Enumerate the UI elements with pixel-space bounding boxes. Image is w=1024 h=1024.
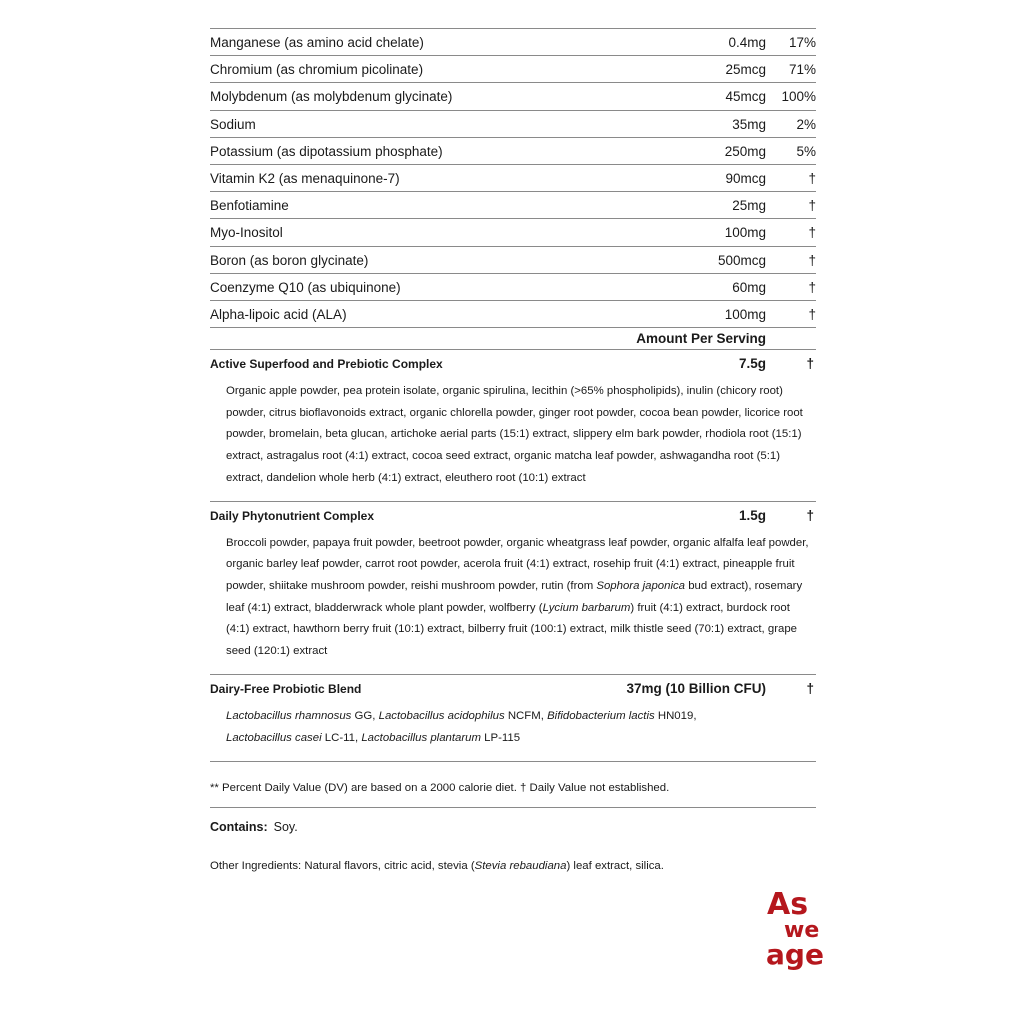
nutrient-amount: 25mg bbox=[732, 198, 766, 214]
nutrient-name: Coenzyme Q10 (as ubiquinone) bbox=[210, 279, 401, 295]
other-ingredients-italic: Stevia rebaudiana bbox=[474, 860, 567, 873]
blend-header bbox=[210, 675, 816, 706]
nutrient-name: Chromium (as chromium picolinate) bbox=[210, 62, 424, 78]
blend-dv: † bbox=[806, 356, 814, 372]
logo-line-1: As bbox=[767, 887, 809, 922]
allergen-statement bbox=[210, 808, 816, 846]
blend-dv: † bbox=[806, 507, 814, 523]
nutrient-amount: 45mcg bbox=[725, 89, 766, 105]
nutrient-dv: 71% bbox=[788, 62, 816, 78]
probiotic-strains bbox=[210, 706, 816, 761]
blend-amount: 1.5g bbox=[738, 507, 766, 523]
strain-id: GG bbox=[354, 709, 373, 722]
nutrient-row bbox=[210, 247, 816, 274]
contains-value: Soy. bbox=[273, 820, 298, 835]
nutrient-row bbox=[210, 301, 816, 328]
contains-label: Contains: bbox=[210, 820, 268, 835]
nutrient-dv: 5% bbox=[796, 143, 816, 159]
nutrient-row bbox=[210, 83, 816, 110]
nutrient-name: Vitamin K2 (as menaquinone-7) bbox=[210, 170, 400, 186]
nutrient-name: Myo-Inositol bbox=[210, 225, 283, 241]
nutrient-name: Manganese (as amino acid chelate) bbox=[210, 35, 424, 50]
nutrient-dv: 100% bbox=[781, 89, 816, 105]
other-ingredients-suffix: ) leaf extract, silica. bbox=[566, 860, 664, 873]
nutrient-dv: † bbox=[808, 170, 816, 186]
nutrient-amount: 0.4mg bbox=[728, 35, 766, 50]
blend-ingredients bbox=[210, 533, 816, 674]
other-ingredients bbox=[210, 846, 816, 872]
strain-species: Lactobacillus casei bbox=[226, 731, 322, 744]
strain-species: Lactobacillus plantarum bbox=[361, 731, 481, 744]
nutrient-name: Potassium (as dipotassium phosphate) bbox=[210, 143, 443, 159]
nutrient-amount: 60mg bbox=[732, 279, 766, 295]
as-we-age-logo bbox=[764, 886, 832, 970]
strain-id: HN019 bbox=[657, 709, 694, 722]
nutrient-dv: 2% bbox=[796, 116, 816, 132]
blend-header bbox=[210, 350, 816, 381]
nutrient-row bbox=[210, 56, 816, 83]
nutrient-row bbox=[210, 219, 816, 246]
strain-list: Lactobacillus rhamnosus GG, Lactobacillus acidophilus NCFM, Bifidobacterium lactis HN019, Lactobacillus casei LC-11, Lactobacillus plantarum LP-115 bbox=[226, 709, 697, 744]
nutrient-name: Benfotiamine bbox=[210, 198, 289, 214]
ingredients-text: Organic apple powder, pea protein isolate, organic spirulina, lecithin (>65% phospholipids), inulin (chicory root) powder, citrus bioflavonoids extract, organic chlorella powder, ginger root powder, cocoa bean powder, licorice root powder, bromelain, beta glucan, artichoke aerial parts (15:1) extract, slippery elm bark powder, rhodiola root (15:1) extract, astragalus root (4:1) extract, cocoa seed extract, organic matcha leaf powder, ashwagandha root (5:1) extract, dandelion whole herb (4:1) extract, eleuthero root (10:1) extract bbox=[226, 385, 803, 484]
nutrient-dv: † bbox=[808, 198, 816, 214]
nutrient-row bbox=[210, 138, 816, 165]
nutrient-amount: 250mg bbox=[724, 143, 766, 159]
blend-amount: 7.5g bbox=[738, 356, 766, 372]
ingredients-text bbox=[226, 533, 816, 663]
nutrient-table bbox=[210, 29, 816, 328]
nutrient-row bbox=[210, 165, 816, 192]
nutrient-amount: 35mg bbox=[732, 116, 766, 132]
strain-species: Lactobacillus rhamnosus bbox=[226, 709, 352, 722]
nutrient-amount: 25mcg bbox=[725, 62, 766, 78]
nutrient-dv: † bbox=[808, 225, 816, 241]
strain-id: LP-115 bbox=[484, 731, 521, 744]
blend-name: Active Superfood and Prebiotic Complex bbox=[210, 357, 443, 372]
nutrient-amount: 100mg bbox=[724, 306, 766, 322]
strain-species: Bifidobacterium lactis bbox=[547, 709, 655, 722]
nutrient-dv: † bbox=[808, 279, 816, 295]
strain-id: LC-11 bbox=[324, 731, 355, 744]
supplement-facts-panel bbox=[210, 28, 816, 872]
strain-id: NCFM bbox=[507, 709, 541, 722]
blend-name: Daily Phytonutrient Complex bbox=[210, 508, 375, 523]
other-ingredients-prefix: Other Ingredients: Natural flavors, citric acid, stevia ( bbox=[210, 860, 475, 873]
nutrient-amount: 500mcg bbox=[717, 252, 766, 268]
nutrient-name: Molybdenum (as molybdenum glycinate) bbox=[210, 89, 453, 105]
nutrient-amount: 90mcg bbox=[725, 170, 766, 186]
blend-ingredients bbox=[210, 381, 816, 501]
logo-line-3: age bbox=[766, 938, 824, 970]
nutrient-row bbox=[210, 274, 816, 301]
logo-line-2: we bbox=[784, 918, 820, 943]
blend-name: Dairy-Free Probiotic Blend bbox=[210, 681, 362, 696]
nutrient-name: Boron (as boron glycinate) bbox=[210, 252, 369, 268]
nutrient-row bbox=[210, 192, 816, 219]
daily-value-footnote: ** Percent Daily Value (DV) are based on a 2000 calorie diet. † Daily Value not established. bbox=[210, 782, 670, 795]
nutrient-row bbox=[210, 29, 816, 56]
nutrient-row bbox=[210, 111, 816, 138]
ingredients-text-part: Broccoli powder, papaya fruit powder, beetroot powder, organic wheatgrass leaf powder, organic alfalfa leaf powder, organic barley leaf powder, carrot root powder, acerola fruit (4:1) extract, rosehip fruit (4:1) extract, pineapple fruit powder, shiitake mushroom powder, reishi mushroom powder, rutin (from bbox=[226, 536, 809, 592]
amount-per-serving-header bbox=[210, 328, 816, 349]
blend-header bbox=[210, 502, 816, 533]
amount-per-serving-label: Amount Per Serving bbox=[636, 331, 766, 347]
nutrient-amount: 100mg bbox=[724, 225, 766, 241]
ingredients-text-part: bud extract), rosemary leaf (4:1) extract, bladderwrack whole plant powder, wolfberry ( bbox=[226, 579, 803, 614]
nutrient-dv: 17% bbox=[788, 35, 816, 50]
nutrient-dv: † bbox=[808, 252, 816, 268]
nutrient-dv: † bbox=[808, 306, 816, 322]
nutrient-name: Sodium bbox=[210, 116, 256, 132]
ingredients-italic-part: Lycium barbarum bbox=[542, 601, 631, 614]
ingredients-text-part: ) fruit (4:1) extract, burdock root (4:1) extract, hawthorn berry fruit (10:1) extract, bilberry fruit (100:1) extract, milk thistle seed (70:1) extract, grape seed (120:1) extract bbox=[226, 601, 798, 658]
ingredients-italic-part: Sophora japonica bbox=[596, 579, 686, 592]
blend-dv: † bbox=[806, 680, 814, 696]
nutrient-name: Alpha-lipoic acid (ALA) bbox=[210, 306, 347, 322]
blend-amount: 37mg (10 Billion CFU) bbox=[626, 680, 766, 696]
strain-species: Lactobacillus acidophilus bbox=[378, 709, 505, 722]
